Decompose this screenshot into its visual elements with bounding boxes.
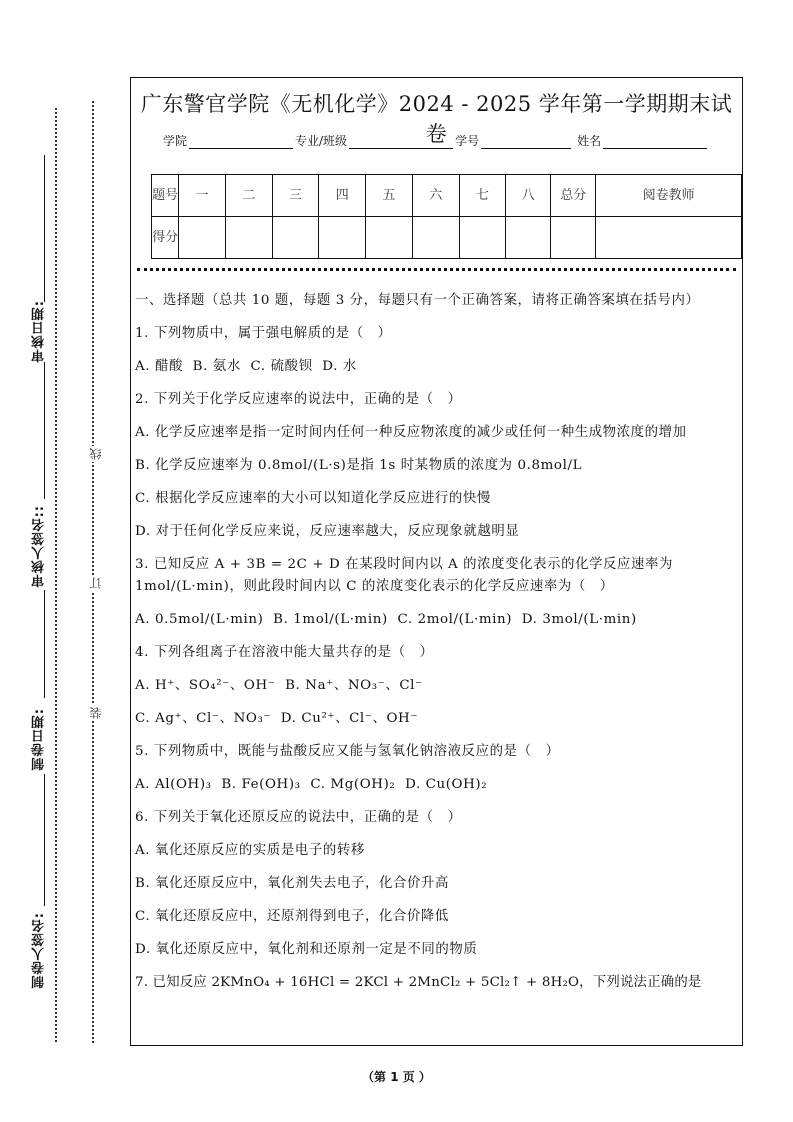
major-class-field[interactable]: [349, 134, 453, 149]
exam-signature-label: 制卷人签名:: [32, 912, 47, 989]
review-signature-label: 审核人签名::: [32, 505, 47, 588]
student-id-field[interactable]: [481, 134, 571, 149]
question-1-options: A. 醋酸 B. 氨水 C. 硫酸钡 D. 水: [135, 359, 357, 374]
col-total: 总分: [551, 175, 596, 217]
bind-char-line: 线: [89, 448, 103, 460]
exam-title: 广东警官学院《无机化学》2024 - 2025 学年第一学期期末试卷: [140, 92, 733, 146]
bind-char-bind: 装: [89, 707, 103, 719]
score-cell-7[interactable]: [459, 217, 506, 259]
score-table: [151, 174, 742, 259]
question-6-option-b: B. 氧化还原反应中，氧化剂失去电子，化合价升高: [135, 876, 449, 891]
exam-date-label: 制卷日期:: [32, 708, 47, 771]
college-label: 学院: [163, 134, 188, 148]
score-cell-2[interactable]: [225, 217, 272, 259]
score-cell-3[interactable]: [272, 217, 319, 259]
major-class-label: 专业/班级: [295, 134, 348, 148]
outer-dotted-line: [55, 108, 57, 1042]
question-6-option-c: C. 氧化还原反应中，还原剂得到电子，化合价降低: [135, 909, 449, 924]
score-table-header-row: [152, 175, 742, 217]
question-4-options-ab: A. H⁺、SO₄²⁻、OH⁻ B. Na⁺、NO₃⁻、Cl⁻: [135, 678, 423, 693]
review-signature-line: [44, 362, 45, 499]
exam-date-line: [44, 590, 45, 698]
college-field[interactable]: [189, 134, 293, 149]
question-4-options-cd: C. Ag⁺、Cl⁻、NO₃⁻ D. Cu²⁺、Cl⁻、OH⁻: [135, 711, 418, 726]
score-cell-5[interactable]: [366, 217, 413, 259]
question-2-option-c: C. 根据化学反应速率的大小可以知道化学反应进行的快慢: [135, 491, 491, 506]
score-table-score-row: [152, 217, 742, 259]
question-2-stem: 2. 下列关于化学反应速率的说法中，正确的是（ ）: [135, 392, 462, 407]
col-1: 一: [179, 175, 226, 217]
col-4: 四: [319, 175, 366, 217]
question-6-stem: 6. 下列关于氧化还原反应的说法中，正确的是（ ）: [135, 810, 462, 825]
student-info-row: [163, 132, 709, 149]
name-label: 姓名: [577, 134, 602, 148]
dotted-separator: [137, 268, 736, 271]
review-date-label: 审核日期:: [32, 300, 47, 363]
score-header: 得分: [152, 217, 179, 259]
col-3: 三: [272, 175, 319, 217]
section-heading: 一、选择题（总共 10 题，每题 3 分，每题只有一个正确答案，请将正确答案填在括号内）: [135, 293, 700, 308]
inner-dotted-line: [92, 101, 94, 1043]
score-cell-6[interactable]: [412, 217, 459, 259]
question-6-option-d: D. 氧化还原反应中，氧化剂和还原剂一定是不同的物质: [135, 942, 478, 957]
col-5: 五: [366, 175, 413, 217]
score-cell-4[interactable]: [319, 217, 366, 259]
question-3-stem: 3. 已知反应 A + 3B = 2C + D 在某段时间内以 A 的浓度变化表示的化学反应速率为 1mol/(L·min)，则此段时间内以 C 的浓度变化表示的化学反应速率为（ ）: [135, 557, 674, 594]
col-grader: 阅卷教师: [596, 175, 742, 217]
score-cell-1[interactable]: [179, 217, 226, 259]
score-cell-8[interactable]: [506, 217, 551, 259]
review-date-line: [44, 155, 45, 302]
exam-content: [135, 290, 738, 1005]
exam-frame: [130, 77, 743, 1046]
score-cell-total[interactable]: [551, 217, 596, 259]
student-id-label: 学号: [455, 134, 480, 148]
col-2: 二: [225, 175, 272, 217]
score-cell-grader[interactable]: [596, 217, 742, 259]
col-6: 六: [412, 175, 459, 217]
exam-signature-line: [44, 774, 45, 906]
col-8: 八: [506, 175, 551, 217]
question-7-stem: 7. 已知反应 2KMnO₄ + 16HCl = 2KCl + 2MnCl₂ + 5Cl₂↑ + 8H₂O，下列说法正确的是: [135, 975, 702, 990]
question-2-option-d: D. 对于任何化学反应来说，反应速率越大，反应现象就越明显: [135, 524, 520, 539]
col-7: 七: [459, 175, 506, 217]
question-2-option-a: A. 化学反应速率是指一定时间内任何一种反应物浓度的减少或任何一种生成物浓度的增加: [135, 425, 687, 440]
question-5-options: A. Al(OH)₃ B. Fe(OH)₃ C. Mg(OH)₂ D. Cu(OH)₂: [135, 777, 488, 792]
name-field[interactable]: [603, 134, 707, 149]
question-number-header: 题号: [152, 175, 179, 217]
question-1-stem: 1. 下列物质中，属于强电解质的是（ ）: [135, 326, 392, 341]
question-5-stem: 5. 下列物质中，既能与盐酸反应又能与氢氧化钠溶液反应的是（ ）: [135, 744, 560, 759]
question-4-stem: 4. 下列各组离子在溶液中能大量共存的是（ ）: [135, 645, 434, 660]
bind-char-staple: 订: [89, 577, 103, 589]
question-2-option-b: B. 化学反应速率为 0.8mol/(L·s)是指 1s 时某物质的浓度为 0.8mol/L: [135, 458, 583, 473]
question-6-option-a: A. 氧化还原反应的实质是电子的转移: [135, 843, 365, 858]
page-number: （第 1 页 ）: [362, 1070, 431, 1084]
question-3-options: A. 0.5mol/(L·min) B. 1mol/(L·min) C. 2mol/(L·min) D. 3mol/(L·min): [135, 612, 637, 627]
